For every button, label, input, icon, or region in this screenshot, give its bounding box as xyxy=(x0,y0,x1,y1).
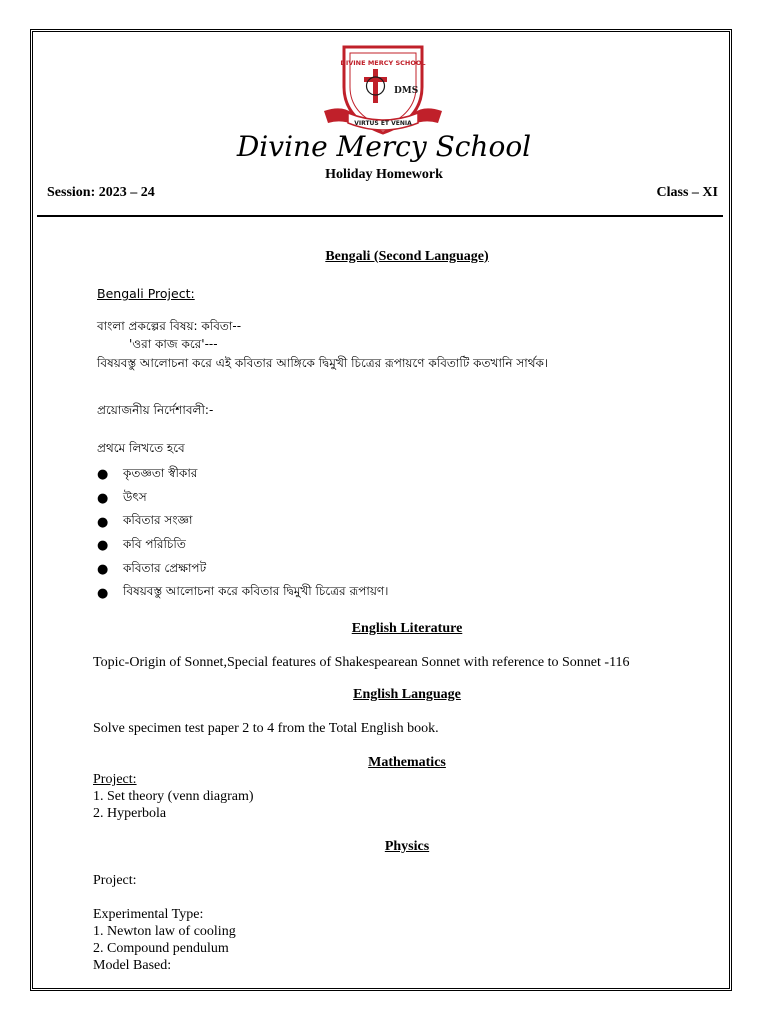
header-divider xyxy=(37,215,723,217)
list-item: 2. Compound pendulum xyxy=(93,941,229,956)
class-label: Class – XI xyxy=(656,185,718,200)
physics-project xyxy=(93,872,236,974)
english-language-heading: English Language xyxy=(353,687,461,702)
physics-heading: Physics xyxy=(384,839,430,854)
bullet-icon: ● xyxy=(97,585,109,601)
bengali-first-write: প্রথমে লিখতে হবে xyxy=(97,441,185,455)
bengali-poem-title: 'ওরা কাজ করে'--- xyxy=(129,337,218,351)
english-literature-topic: Topic-Origin of Sonnet,Special features of Shakespearean Sonnet with reference to Sonnet -116 xyxy=(93,655,630,670)
bengali-bullet-list xyxy=(97,463,388,605)
bullet-icon: ● xyxy=(97,467,109,483)
list-item: ● কবিতার সংজ্ঞা xyxy=(97,513,193,530)
document-subtitle: Holiday Homework xyxy=(325,167,443,182)
list-item: 1. Set theory (venn diagram) xyxy=(93,789,254,804)
mathematics-heading: Mathematics xyxy=(368,755,446,770)
list-item: ● বিষয়বস্তু আলোচনা করে কবিতার দ্বিমুখী চিত্রের রূপায়ণ। xyxy=(97,584,389,601)
session-label: Session: 2023 – 24 xyxy=(47,185,155,200)
mathematics-project-label: Project: xyxy=(93,772,137,787)
bengali-topic: বাংলা প্রকল্পের বিষয়: কবিতা-- xyxy=(97,319,242,333)
list-item: ● উৎস xyxy=(97,489,147,507)
list-item: ● কবি পরিচিতি xyxy=(97,536,186,554)
list-item: ● কবিতার প্রেক্ষাপট xyxy=(97,560,207,578)
bullet-icon: ● xyxy=(97,538,109,554)
physics-model-label: Model Based: xyxy=(93,958,172,973)
svg-text:DMS: DMS xyxy=(394,86,419,96)
bullet-icon: ● xyxy=(97,562,109,578)
bengali-heading: Bengali (Second Language) xyxy=(325,249,489,264)
bullet-icon: ● xyxy=(97,491,109,507)
physics-experimental-label: Experimental Type: xyxy=(93,907,204,922)
school-name: Divine Mercy School xyxy=(236,130,532,163)
bengali-guidelines-label: প্রয়োজনীয় নির্দেশাবলী:- xyxy=(97,403,214,417)
bullet-icon: ● xyxy=(97,514,109,530)
physics-project-label: Project: xyxy=(93,873,137,888)
bengali-project-label: Bengali Project: xyxy=(97,286,195,301)
list-item: ● কৃতজ্ঞতা স্বীকার xyxy=(97,465,198,483)
english-language-task: Solve specimen test paper 2 to 4 from the Total English book. xyxy=(93,721,439,736)
school-crest-icon xyxy=(322,41,444,137)
mathematics-project xyxy=(93,771,254,822)
svg-text:DIVINE MERCY SCHOOL: DIVINE MERCY SCHOOL xyxy=(340,59,426,67)
list-item: 1. Newton law of cooling xyxy=(93,924,236,939)
bengali-instruction: বিষয়বস্তু আলোচনা করে এই কবিতার আঙ্গিকে দ্বিমুখী চিত্রের রূপায়ণে কবিতাটি কতখানি সার্থক। xyxy=(97,356,549,370)
list-item: 2. Hyperbola xyxy=(93,806,167,821)
english-literature-heading: English Literature xyxy=(351,621,463,636)
svg-text:VIRTUS ET VENIA: VIRTUS ET VENIA xyxy=(354,120,412,127)
